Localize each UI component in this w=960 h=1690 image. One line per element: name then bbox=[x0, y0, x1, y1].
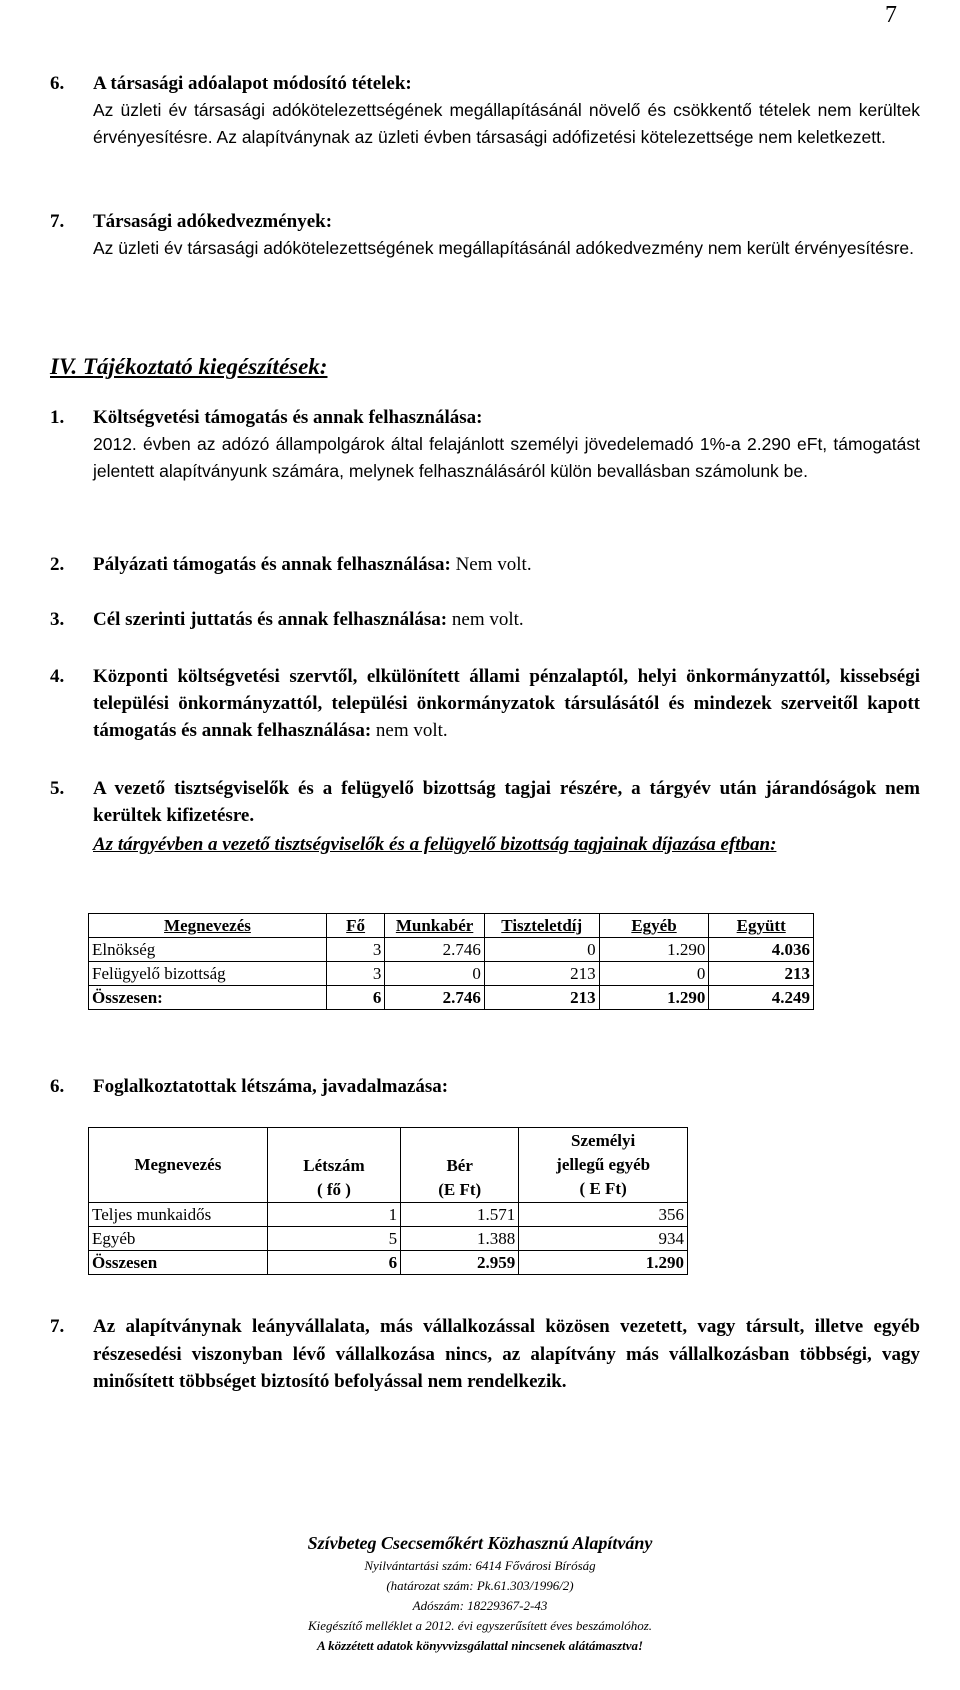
item-number: 1. bbox=[50, 407, 65, 428]
item-number: 4. bbox=[50, 666, 65, 687]
cell: Teljes munkaidős bbox=[89, 1203, 268, 1227]
col-header: Tiszteletdíj bbox=[484, 914, 599, 938]
cell: 4.249 bbox=[709, 986, 814, 1010]
heading-iv: IV. Tájékoztató kiegészítések: bbox=[50, 354, 328, 379]
item-iv-3 bbox=[50, 606, 920, 633]
section-title: Társasági adókedvezmények: bbox=[93, 211, 333, 232]
col-header: Személyi bbox=[571, 1131, 636, 1150]
cell: 2.746 bbox=[385, 938, 484, 962]
item-value: Nem volt. bbox=[450, 554, 532, 575]
cell: 1.388 bbox=[401, 1227, 519, 1251]
col-header: Megnevezés bbox=[89, 914, 327, 938]
col-header-unit: (E Ft) bbox=[438, 1180, 482, 1199]
col-header: jellegű egyéb bbox=[556, 1155, 651, 1174]
footer-org: Szívbeteg Csecsemőkért Közhasznú Alapítvány bbox=[307, 1533, 653, 1553]
section-number: 7. bbox=[50, 211, 65, 232]
item-title: Központi költségvetési szervtől, elkülönített állami pénzalaptól, helyi önkormányzattól, kissebségi települési önkormányzattól, települési önkormányzatok társulásától és mindezek szerveitől kapott támogatás és annak felhasználása: bbox=[93, 666, 920, 741]
cell: 213 bbox=[484, 986, 599, 1010]
footer-line: (határozat szám: Pk.61.303/1996/2) bbox=[386, 1578, 574, 1593]
section-text: Az üzleti év társasági adókötelezettségének megállapításánál adókedvezmény nem került érvényesítésre. bbox=[93, 238, 915, 258]
cell: 1.290 bbox=[599, 938, 709, 962]
cell: 6 bbox=[326, 986, 384, 1010]
item-number: 5. bbox=[50, 778, 65, 799]
cell: 1.290 bbox=[519, 1251, 688, 1275]
cell: 3 bbox=[326, 938, 384, 962]
cell: 1.290 bbox=[599, 986, 709, 1010]
item-number: 2. bbox=[50, 554, 65, 575]
item-value: nem volt. bbox=[371, 720, 448, 741]
section-6 bbox=[50, 70, 920, 151]
cell: Felügyelő bizottság bbox=[89, 962, 327, 986]
col-header-group bbox=[519, 1128, 688, 1203]
col-header: Megnevezés bbox=[89, 1128, 268, 1203]
footer-line: Nyilvántartási szám: 6414 Fővárosi Bíróság bbox=[364, 1558, 596, 1573]
item-title: Az alapítványnak leányvállalata, más vállalkozással közösen vezetett, vagy társult, illetve egyéb részesedési viszonyban lévő vállalkozása nincs, az alapítvány más vállalkozásban többségi, vagy minősített többséget biztosító befolyással nem rendelkezik. bbox=[93, 1316, 920, 1392]
section-7 bbox=[50, 208, 920, 262]
table-header-row bbox=[89, 914, 814, 938]
item-title: Cél szerinti juttatás és annak felhasználása: bbox=[93, 609, 448, 630]
col-header: Egyéb bbox=[599, 914, 709, 938]
item-title: Pályázati támogatás és annak felhasználása: bbox=[93, 554, 451, 575]
item-iv-5 bbox=[50, 775, 920, 858]
cell: 4.036 bbox=[709, 938, 814, 962]
col-header-group bbox=[401, 1128, 519, 1203]
item-value: nem volt. bbox=[447, 609, 524, 630]
section-title: A társasági adóalapot módosító tételek: bbox=[93, 73, 412, 94]
cell: Összesen bbox=[89, 1251, 268, 1275]
cell: 356 bbox=[519, 1203, 688, 1227]
col-header: Együtt bbox=[709, 914, 814, 938]
cell: 3 bbox=[326, 962, 384, 986]
cell: 0 bbox=[484, 938, 599, 962]
item-number: 6. bbox=[50, 1076, 65, 1097]
cell: 2.746 bbox=[385, 986, 484, 1010]
cell: 2.959 bbox=[401, 1251, 519, 1275]
cell: 6 bbox=[267, 1251, 400, 1275]
item-title: Foglalkoztatottak létszáma, javadalmazása: bbox=[93, 1076, 449, 1097]
cell: 934 bbox=[519, 1227, 688, 1251]
col-header: Létszám bbox=[303, 1156, 365, 1175]
col-header: Bér bbox=[446, 1156, 473, 1175]
page-number: 7 bbox=[885, 2, 897, 28]
cell: 1.571 bbox=[401, 1203, 519, 1227]
col-header-unit: ( fő ) bbox=[316, 1180, 351, 1199]
table-row bbox=[89, 938, 814, 962]
cell: 213 bbox=[709, 962, 814, 986]
section-number: 6. bbox=[50, 73, 65, 94]
table-row bbox=[89, 1203, 688, 1227]
cell: Összesen: bbox=[89, 986, 327, 1010]
col-header: Munkabér bbox=[385, 914, 484, 938]
item-title: Költségvetési támogatás és annak felhasználása: bbox=[93, 407, 483, 428]
cell: 5 bbox=[267, 1227, 400, 1251]
item-iv-2 bbox=[50, 551, 920, 578]
item-iv-7 bbox=[50, 1313, 920, 1396]
cell: 0 bbox=[385, 962, 484, 986]
footer-line: Adószám: 18229367-2-43 bbox=[412, 1598, 548, 1613]
cell: Elnökség bbox=[89, 938, 327, 962]
cell: 1 bbox=[267, 1203, 400, 1227]
item-text: 2012. évben az adózó állampolgárok által felajánlott személyi jövedelemadó 1%-a 2.290 eFt, támogatást jelentett alapítványunk számára, melynek felhasználásáról külön bevallásban számolunk be. bbox=[93, 434, 920, 481]
cell: Egyéb bbox=[89, 1227, 268, 1251]
footer-notice: A közzétett adatok könyvvizsgálattal nincsenek alátámasztva! bbox=[316, 1638, 644, 1653]
table-header-row bbox=[89, 1128, 688, 1203]
item-subtitle: Az tárgyévben a vezető tisztségviselők és a felügyelő bizottság tagjainak díjazása eftban: bbox=[93, 834, 777, 855]
table-total-row bbox=[89, 986, 814, 1010]
employment-table bbox=[88, 1127, 688, 1275]
table-row bbox=[89, 1227, 688, 1251]
cell: 0 bbox=[599, 962, 709, 986]
item-iv-4 bbox=[50, 663, 920, 744]
item-number: 3. bbox=[50, 609, 65, 630]
item-iv-1 bbox=[50, 404, 920, 485]
cell: 213 bbox=[484, 962, 599, 986]
footer-line: Kiegészítő melléklet a 2012. évi egyszerűsített éves beszámolóhoz. bbox=[307, 1618, 653, 1633]
col-header: Fő bbox=[326, 914, 384, 938]
item-number: 7. bbox=[50, 1316, 65, 1337]
item-title: A vezető tisztségviselők és a felügyelő bizottság tagjai részére, a tárgyév után járandóságok nem kerültek kifizetésre. bbox=[93, 778, 920, 826]
col-header-unit: ( E Ft) bbox=[579, 1179, 627, 1198]
table-total-row bbox=[89, 1251, 688, 1275]
section-text: Az üzleti év társasági adókötelezettségének megállapításánál növelő és csökkentő tételek nem kerültek érvényesítésre. Az alapítványnak az üzleti évben társasági adófizetési kötelezettsége nem keletkezett. bbox=[93, 100, 920, 147]
remuneration-table bbox=[88, 913, 814, 1010]
item-iv-6 bbox=[50, 1073, 920, 1100]
col-header-group bbox=[267, 1128, 400, 1203]
table-row bbox=[89, 962, 814, 986]
